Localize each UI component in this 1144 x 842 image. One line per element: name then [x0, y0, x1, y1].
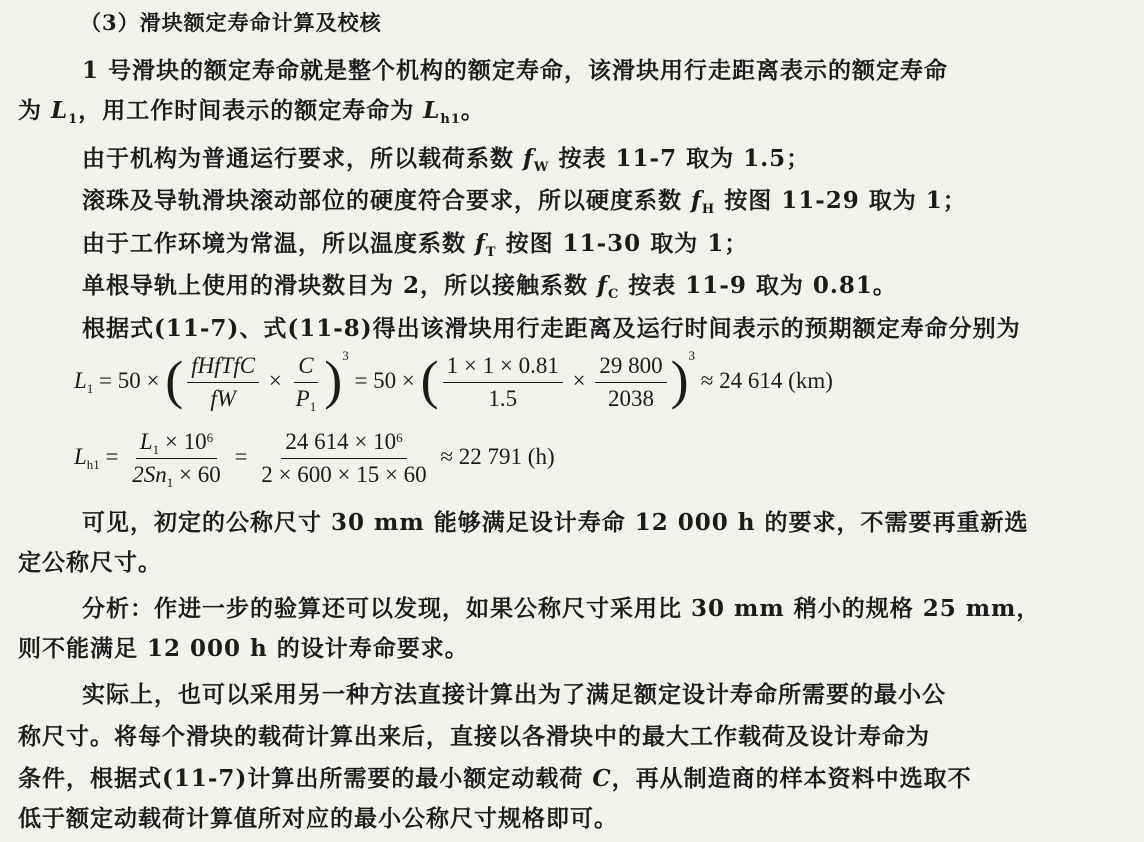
paragraph-alternative-line-1: 实际上，也可以采用另一种方法直接计算出为了满足额定设计寿命所需要的最小公 — [82, 681, 946, 708]
paragraph-conclusion-line-1: 可见，初定的公称尺寸 30 mm 能够满足设计寿命 12 000 h 的要求，不需要再重新选 — [82, 509, 1029, 536]
paragraph-hardness-factor: 滚珠及导轨滑块滚动部位的硬度符合要求，所以硬度系数 $f_H$ 按图 11-29 取为 1； — [82, 187, 967, 217]
equation-time-life: $L_{h1}$ = $\frac{L_1 \times 10^6}{2Sn_1 \times 60}$ = $\frac{24 614 \times 10^6}{2 \times 600 \times 15 \times 60}$ ≈ 22 791 (h) — [74, 429, 555, 490]
fraction-factors: $\frac{\text{fHfTfC}}{fW}$ — [187, 352, 259, 413]
fraction-factor-values: $\frac{1 \times 1 \times 0.81}{1.5}$ — [443, 352, 563, 413]
equation-distance-life: $L_1 = 50$ × ( $\frac{\text{fHfTfC}}{fW}$ × $\frac{C}{P_1}$ )$^3$ = 50 × ( $\frac{1 \times 1 \times 0.81}{1.5}$ × $\frac{29 800}{2038}$ )$^3$ ≈ 24 614 (km) — [74, 348, 833, 414]
paragraph-alternative-line-2: 称尺寸。将每个滑块的载荷计算出来后，直接以各滑块中的最大工作载荷及设计寿命为 — [18, 723, 930, 750]
paragraph-temperature-factor: 由于工作环境为常温，所以温度系数 $f_T$ 按图 11-30 取为 1； — [82, 230, 749, 260]
paragraph-alternative-line-3: 条件，根据式(11-7)计算出所需要的最小额定动载荷 C，再从制造商的样本资料中选取不 — [18, 765, 972, 792]
paragraph-alternative-line-4: 低于额定动载荷计算值所对应的最小公称尺寸规格即可。 — [18, 805, 618, 832]
paragraph-load-factor: 由于机构为普通运行要求，所以载荷系数 $f_W$ 按表 11-7 取为 1.5； — [82, 145, 811, 175]
fraction-load-ratio: $\frac{C}{P_1}$ — [295, 353, 317, 414]
paragraph-analysis-line-2: 则不能满足 12 000 h 的设计寿命要求。 — [18, 635, 469, 662]
section-heading: （3）滑块额定寿命计算及校核 — [80, 10, 382, 35]
fraction-life-hours: $\frac{L_1 \times 10^6}{2Sn_1 \times 60}$ — [132, 429, 221, 490]
paragraph-1-line-1: 1 号滑块的额定寿命就是整个机构的额定寿命，该滑块用行走距离表示的额定寿命 — [82, 57, 949, 84]
paragraph-1-line-2: 为 $L_1$，用工作时间表示的额定寿命为 $L_{h1}$。 — [18, 97, 485, 127]
fraction-life-values: $\frac{24 614 \times 10^6}{2 \times 600 \times 15 \times 60}$ — [261, 429, 427, 487]
paragraph-conclusion-line-2: 定公称尺寸。 — [18, 549, 162, 576]
paragraph-formula-intro: 根据式(11-7)、式(11-8)得出该滑块用行走距离及运行时间表示的预期额定寿命分别为 — [82, 315, 1021, 342]
paragraph-contact-factor: 单根导轨上使用的滑块数目为 2，所以接触系数 $f_C$ 按表 11-9 取为 0.81。 — [82, 272, 897, 302]
paragraph-analysis-line-1: 分析：作进一步的验算还可以发现，如果公称尺寸采用比 30 mm 稍小的规格 25 mm， — [82, 595, 1041, 622]
fraction-load-values: $\frac{29 800}{2038}$ — [595, 352, 666, 413]
